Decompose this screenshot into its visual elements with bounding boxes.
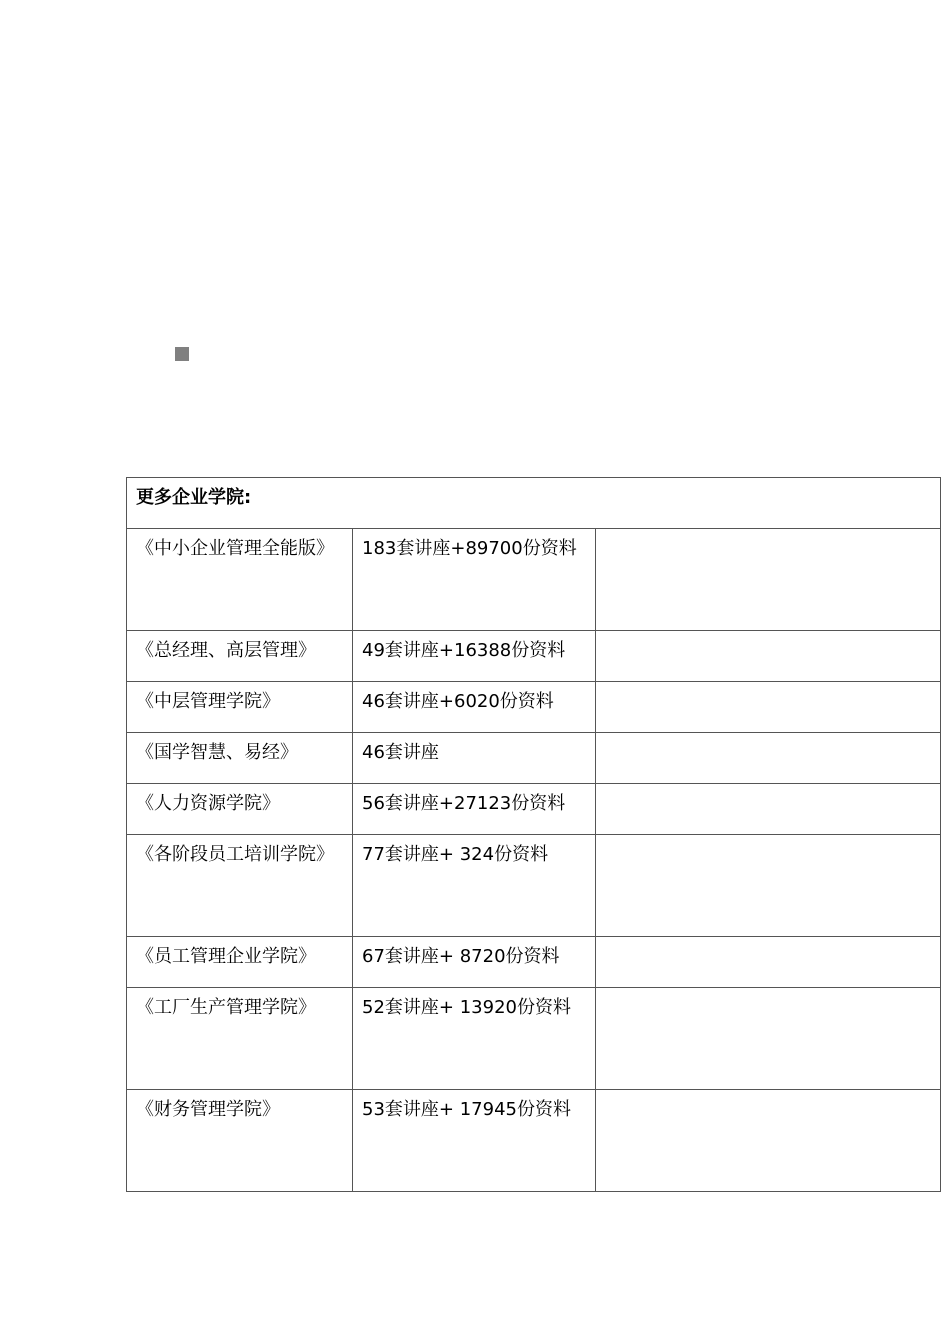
- empty-cell: [596, 682, 941, 733]
- academy-name: 《财务管理学院》: [136, 1099, 280, 1120]
- academy-name-cell: [127, 835, 353, 937]
- academy-content: 46套讲座+6020份资料: [362, 691, 554, 712]
- academy-content: 77套讲座+ 324份资料: [362, 844, 549, 865]
- academy-content: 53套讲座+ 17945份资料: [362, 1099, 571, 1120]
- empty-cell: [596, 1090, 941, 1192]
- academy-name-cell: [127, 682, 353, 733]
- academy-content-cell: [353, 682, 596, 733]
- academy-content: 56套讲座+27123份资料: [362, 793, 566, 814]
- empty-cell: [596, 529, 941, 631]
- academy-content: 183套讲座+89700份资料: [362, 538, 577, 559]
- table-row: [127, 835, 941, 937]
- empty-cell: [596, 988, 941, 1090]
- academy-name-cell: [127, 988, 353, 1090]
- academy-content-cell: [353, 835, 596, 937]
- academy-content: 52套讲座+ 13920份资料: [362, 997, 571, 1018]
- academy-table: [126, 477, 941, 1192]
- academy-name: 《各阶段员工培训学院》: [136, 844, 334, 865]
- academy-content-cell: [353, 733, 596, 784]
- table-row: [127, 733, 941, 784]
- academy-content-cell: [353, 988, 596, 1090]
- empty-cell: [596, 631, 941, 682]
- table-row: [127, 682, 941, 733]
- academy-content-cell: [353, 631, 596, 682]
- academy-content: 49套讲座+16388份资料: [362, 640, 566, 661]
- academy-name-cell: [127, 529, 353, 631]
- academy-content: 67套讲座+ 8720份资料: [362, 946, 560, 967]
- academy-name-cell: [127, 631, 353, 682]
- academy-name: 《员工管理企业学院》: [136, 946, 316, 967]
- academy-name: 《中层管理学院》: [136, 691, 280, 712]
- academy-content-cell: [353, 529, 596, 631]
- empty-cell: [596, 937, 941, 988]
- table-row: [127, 988, 941, 1090]
- empty-cell: [596, 733, 941, 784]
- academy-name: 《人力资源学院》: [136, 793, 280, 814]
- academy-name: 《中小企业管理全能版》: [136, 538, 334, 559]
- table-header-cell: 更多企业学院:: [127, 478, 941, 529]
- academy-name-cell: [127, 733, 353, 784]
- academy-content: 46套讲座: [362, 742, 439, 763]
- bullet-square-icon: [175, 347, 189, 361]
- academy-name: 《工厂生产管理学院》: [136, 997, 316, 1018]
- academy-name: 《国学智慧、易经》: [136, 742, 298, 763]
- academy-name: 《总经理、高层管理》: [136, 640, 316, 661]
- empty-cell: [596, 784, 941, 835]
- table-row: [127, 529, 941, 631]
- table-row: [127, 631, 941, 682]
- academy-content-cell: [353, 1090, 596, 1192]
- table-row: [127, 1090, 941, 1192]
- empty-cell: [596, 835, 941, 937]
- academy-name-cell: [127, 1090, 353, 1192]
